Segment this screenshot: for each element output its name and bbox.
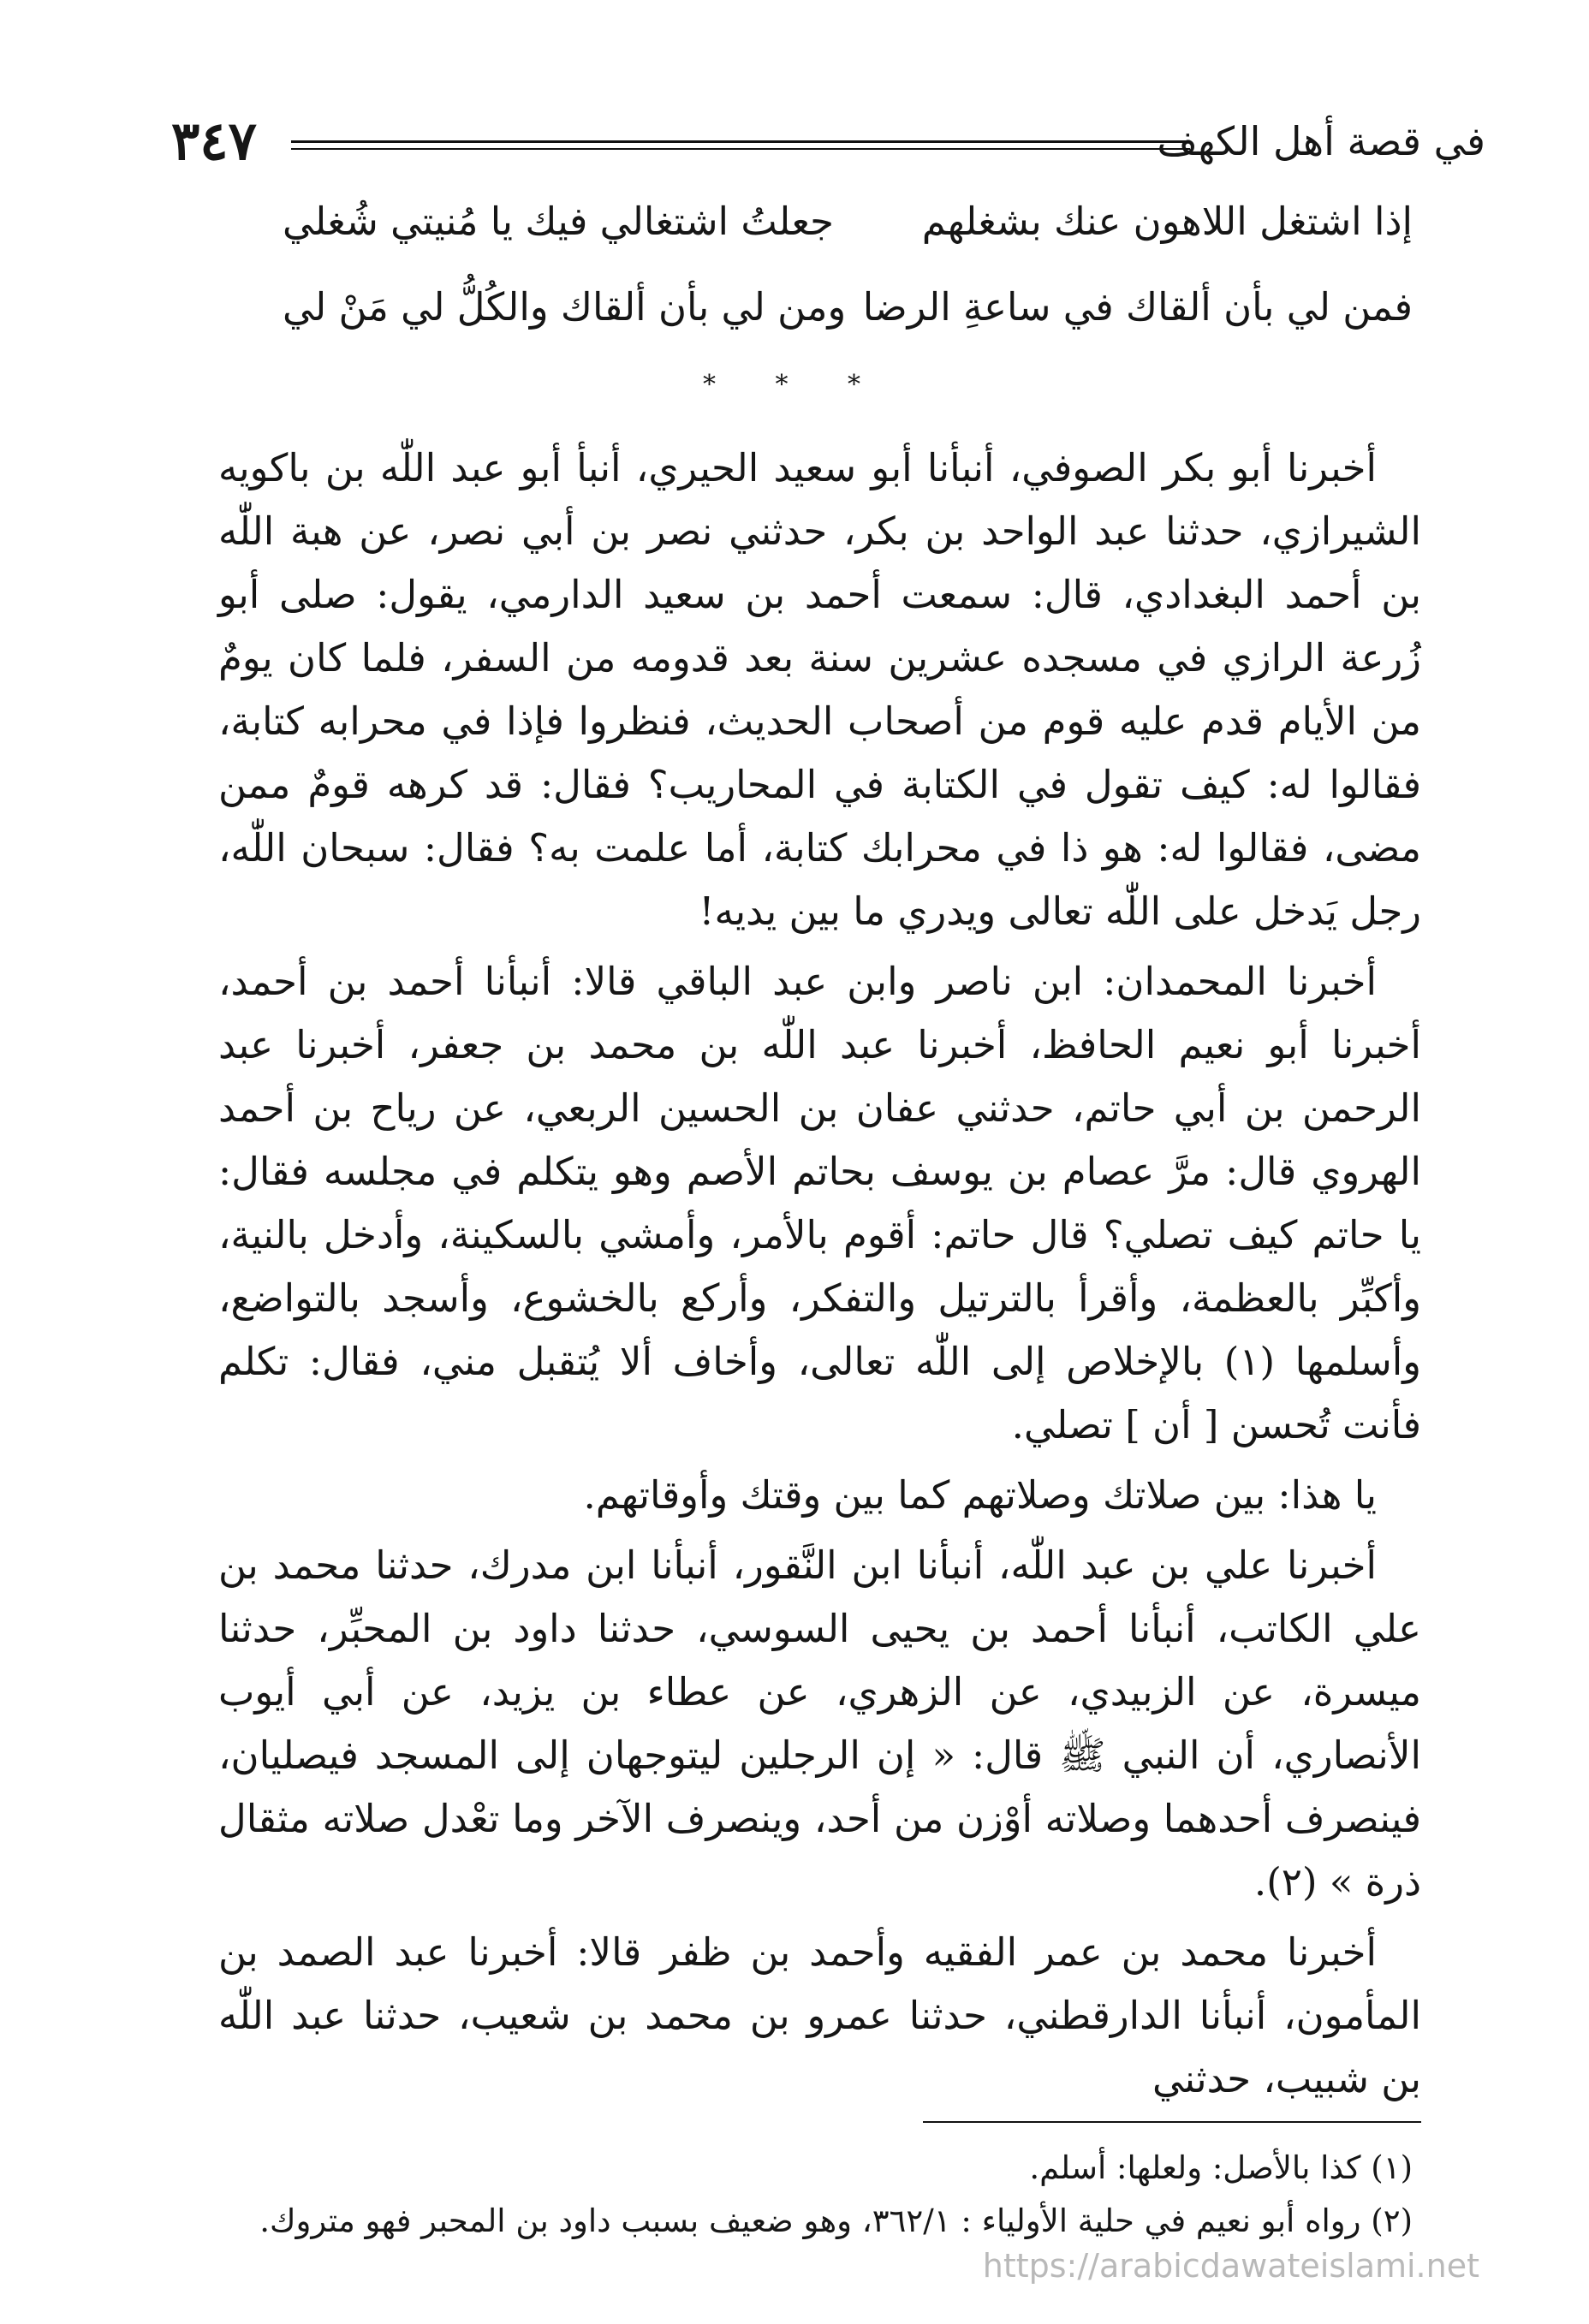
page-header — [171, 110, 1485, 187]
verse-second-hemistich: ومن لي بأن ألقاك والكُلُّ لي مَنْ لي — [283, 284, 847, 330]
paragraph: أخبرنا محمد بن عمر الفقيه وأحمد بن ظفر قالا: أخبرنا عبد الصمد بن المأمون، أنبأنا الدارقطني، حدثنا عمرو بن محمد بن شعيب، حدثنا عبد اللّٰه بن شبيب، حدثني — [218, 1929, 1421, 2101]
paragraph: أخبرنا علي بن عبد اللّٰه، أنبأنا ابن النَّقور، أنبأنا ابن مدرك، حدثنا محمد بن علي الكاتب، أنبأنا أحمد بن يحيى السوسي، حدثنا داود بن المحبِّر، حدثنا ميسرة، عن الزبيدي، عن الزهري، عن عطاء بن يزيد، عن أبي أيوب الأنصاري، أن النبي ﷺ قال: « إن الرجلين ليتوجهان إلى المسجد فيصليان، فينصرف أحدهما وصلاته أوْزن من أحد، وينصرف الآخر وما تعْدل صلاته مثقال ذرة » (٢). — [218, 1542, 1421, 1905]
footnote: (١) كذا بالأصل: ولعلها: أسلم. — [1029, 2149, 1413, 2186]
header-double-rule — [291, 140, 1190, 150]
verse-first-hemistich: إذا اشتغل اللاهون عنك بشغلهم — [921, 199, 1413, 244]
watermark-url: https://arabicdawateislami.net — [982, 2247, 1479, 2285]
footnote: (٢) رواه أبو نعيم في حلية الأولياء : ٣٦٢/١، وهو ضعيف بسبب داود بن المحبر فهو متروك. — [259, 2202, 1413, 2239]
paragraph: أخبرنا أبو بكر الصوفي، أنبأنا أبو سعيد الحيري، أنبأ أبو عبد اللّٰه بن باكويه الشيرازي، حدثنا عبد الواحد بن بكر، حدثني نصر بن أبي نصر، عن هبة اللّٰه بن أحمد البغدادي، قال: سمعت أحمد بن سعيد الدارمي، يقول: صلى أبو زُرعة الرازي في مسجده عشرين سنة بعد قدومه من السفر، فلما كان يومٌ من الأيام قدم عليه قوم من أصحاب الحديث، فنظروا فإذا في محرابه كتابة، فقالوا له: كيف تقول في الكتابة في المحاريب؟ فقال: قد كرهه قومٌ ممن مضى، فقالوا له: هو ذا في محرابك كتابة، أما علمت به؟ فقال: سبحان اللّٰه، رجل يَدخل على اللّٰه تعالى ويدري ما بين يديه! — [218, 445, 1421, 934]
poem-verse — [283, 276, 1413, 361]
verse-second-hemistich: جعلتُ اشتغالي فيك يا مُنيتي شُغلي — [283, 199, 834, 244]
section-separator: * * * — [702, 370, 887, 400]
footnotes — [218, 2142, 1413, 2248]
paragraph: أخبرنا المحمدان: ابن ناصر وابن عبد الباقي قالا: أنبأنا أحمد بن أحمد، أخبرنا أبو نعيم الحافظ، أخبرنا عبد اللّٰه بن محمد بن جعفر، أخبرنا عبد الرحمن بن أبي حاتم، حدثني عفان بن الحسين الربعي، عن رياح بن أحمد الهروي قال: مرَّ عصام بن يوسف بحاتم الأصم وهو يتكلم في مجلسه فقال: يا حاتم كيف تصلي؟ قال حاتم: أقوم بالأمر، وأمشي بالسكينة، وأدخل بالنية، وأكبِّر بالعظمة، وأقرأ بالترتيل والتفكر، وأركع بالخشوع، وأسجد بالتواضع، وأسلمها (١) بالإخلاص إلى اللّٰه تعالى، وأخاف ألا يُتقبل مني، فقال: تكلم فأنت تُحسن [ أن ] تصلي. — [218, 959, 1421, 1447]
main-text — [218, 437, 1421, 2118]
footnote-divider — [923, 2121, 1421, 2123]
verse-first-hemistich: فمن لي بأن ألقاك في ساعةِ الرضا — [862, 284, 1413, 330]
paragraph: يا هذا: بين صلاتك وصلاتهم كما بين وقتك وأوقاتهم. — [583, 1472, 1377, 1518]
page-number: ٣٤٧ — [171, 110, 257, 172]
poem — [283, 190, 1413, 361]
running-title: في قصة أهل الكهف — [1157, 118, 1485, 164]
poem-verse — [283, 190, 1413, 276]
